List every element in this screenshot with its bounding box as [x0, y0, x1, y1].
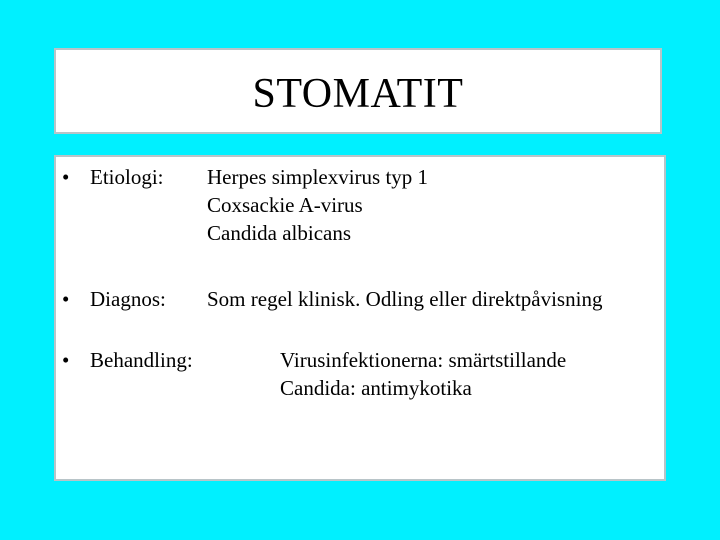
item-values-behandling — [280, 346, 566, 402]
item-value-line: Herpes simplexvirus typ 1 — [207, 165, 429, 189]
item-label-diagnos: Diagnos: — [90, 287, 166, 311]
content-box — [54, 155, 666, 481]
item-label-etiologi: Etiologi: — [90, 165, 164, 189]
item-value-line: Candida albicans — [207, 221, 352, 245]
item-value-line: Som regel klinisk. Odling eller direktpåvisning — [207, 287, 603, 311]
item-value-line: Coxsackie A-virus — [207, 193, 363, 217]
bullet-icon: • — [62, 287, 70, 311]
slide-title: STOMATIT — [252, 71, 464, 117]
item-value-line: Virusinfektionerna: smärtstillande — [280, 348, 567, 372]
bullet-icon: • — [62, 165, 70, 189]
item-values-diagnos — [207, 285, 602, 313]
item-values-etiologi — [207, 163, 428, 247]
item-label-behandling: Behandling: — [90, 348, 193, 372]
title-box — [54, 48, 662, 134]
bullet-icon: • — [62, 348, 70, 372]
item-value-line: Candida: antimykotika — [280, 376, 472, 400]
